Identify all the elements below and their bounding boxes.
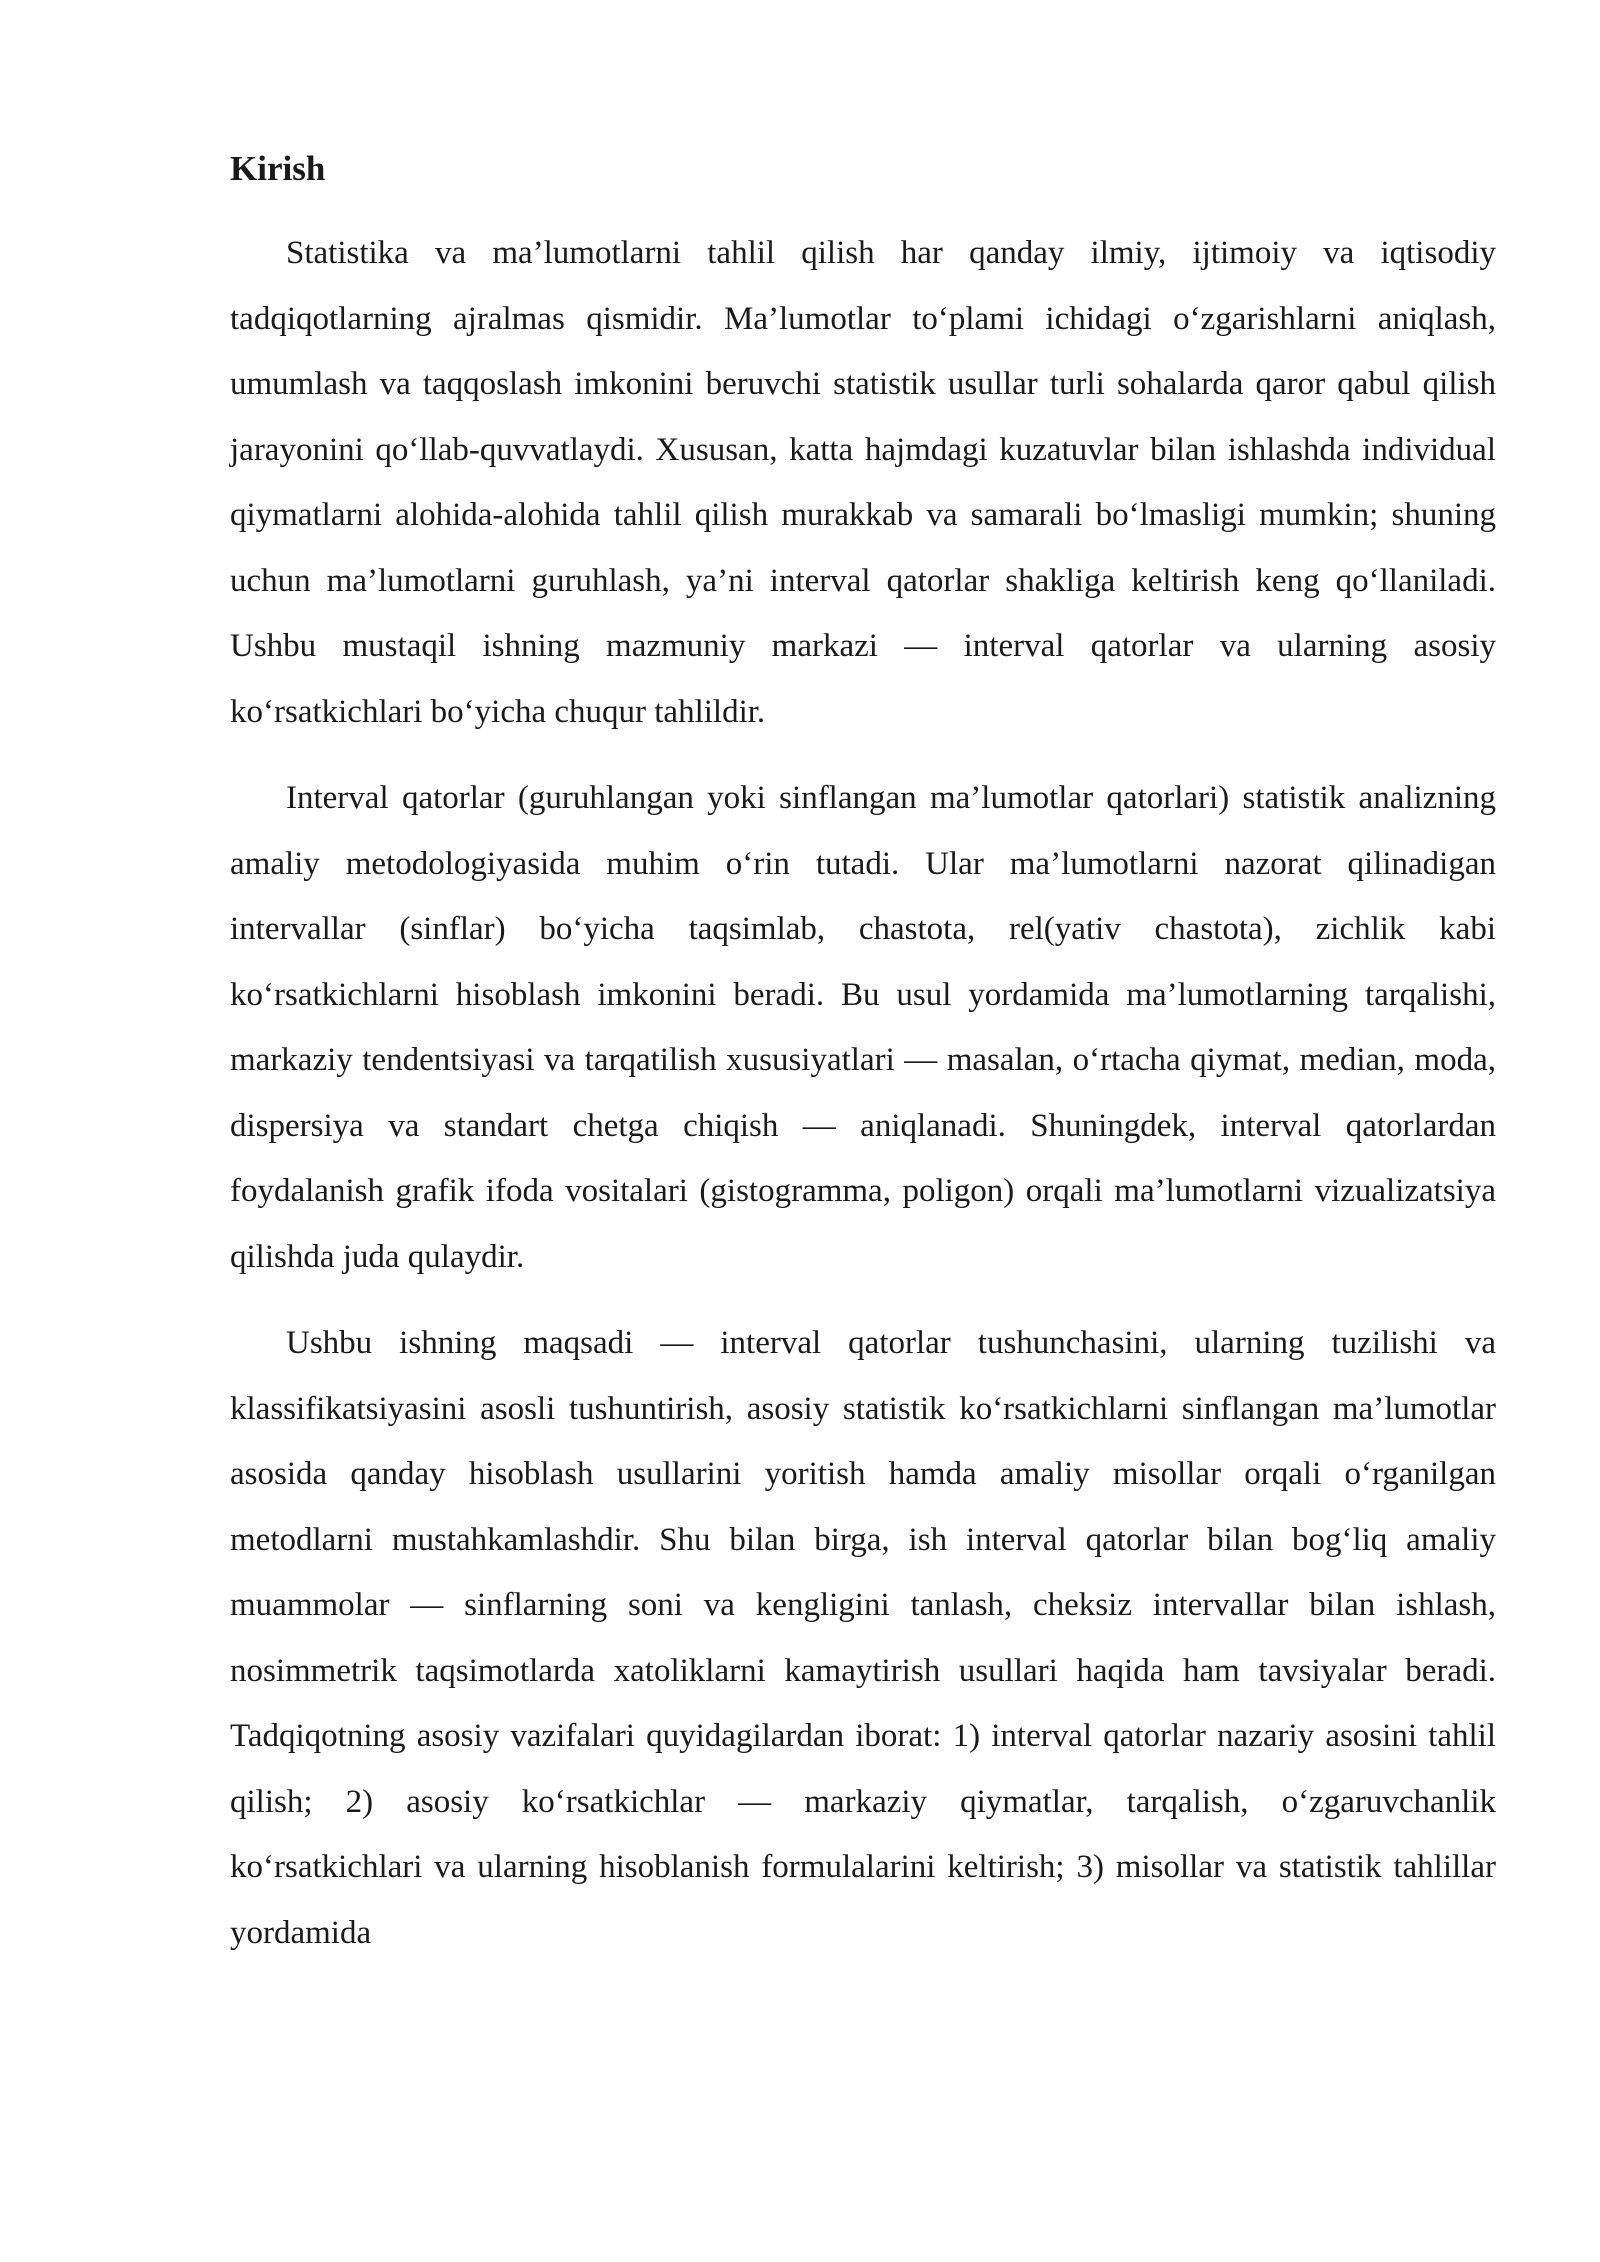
paragraph-1: Statistika va ma’lumotlarni tahlil qilish har qanday ilmiy, ijtimoiy va iqtisodiy tadqiqotlarning ajralmas qismidir. Ma’lumotlar to‘plami ichidagi o‘zgarishlarni aniqlash, umumlash va taqqoslash imkonini beruvchi statistik usullar turli sohalarda qaror qabul qilish jarayonini qo‘llab-quvvatlaydi. Xususan, katta hajmdagi kuzatuvlar bilan ishlashda individual qiymatlarni alohida-alohida tahlil qilish murakkab va samarali bo‘lmasligi mumkin; shuning uchun ma’lumotlarni guruhlash, ya’ni interval qatorlar shakliga keltirish keng qo‘llaniladi. Ushbu mustaqil ishning mazmuniy markazi — interval qatorlar va ularning asosiy ko‘rsatkichlari bo‘yicha chuqur tahlildir. (230, 235, 1496, 730)
section-heading: Kirish (230, 149, 326, 188)
paragraph-2: Interval qatorlar (guruhlangan yoki sinflangan ma’lumotlar qatorlari) statistik analizning amaliy metodologiyasida muhim o‘rin tutadi. Ular ma’lumotlarni nazorat qilinadigan intervallar (sinflar) bo‘yicha taqsimlab, chastota, rel(yativ chastota), zichlik kabi ko‘rsatkichlarni hisoblash imkonini beradi. Bu usul yordamida ma’lumotlarning tarqalishi, markaziy tendentsiyasi va tarqatilish xususiyatlari — masalan, o‘rtacha qiymat, median, moda, dispersiya va standart chetga chiqish — aniqlanadi. Shuningdek, interval qatorlardan foydalanish grafik ifoda vositalari (gistogramma, poligon) orqali ma’lumotlarni vizualizatsiya qilishda juda qulaydir. (230, 780, 1496, 1275)
paragraph-3: Ushbu ishning maqsadi — interval qatorlar tushunchasini, ularning tuzilishi va klassifikatsiyasini asosli tushuntirish, asosiy statistik ko‘rsatkichlarni sinflangan ma’lumotlar asosida qanday hisoblash usullarini yoritish hamda amaliy misollar orqali o‘rganilgan metodlarni mustahkamlashdir. Shu bilan birga, ish interval qatorlar bilan bog‘liq amaliy muammolar — sinflarning soni va kengligini tanlash, cheksiz intervallar bilan ishlash, nosimmetrik taqsimotlarda xatoliklarni kamaytirish usullari haqida ham tavsiyalar beradi. Tadqiqotning asosiy vazifalari quyidagilardan iborat: 1) interval qatorlar nazariy asosini tahlil qilish; 2) asosiy ko‘rsatkichlar — markaziy qiymatlar, tarqalish, o‘zgaruvchanlik ko‘rsatkichlari va ularning hisoblanish formulalarini keltirish; 3) misollar va statistik tahlillar yordamida (230, 1325, 1496, 1951)
document-page (230, 148, 1496, 1987)
